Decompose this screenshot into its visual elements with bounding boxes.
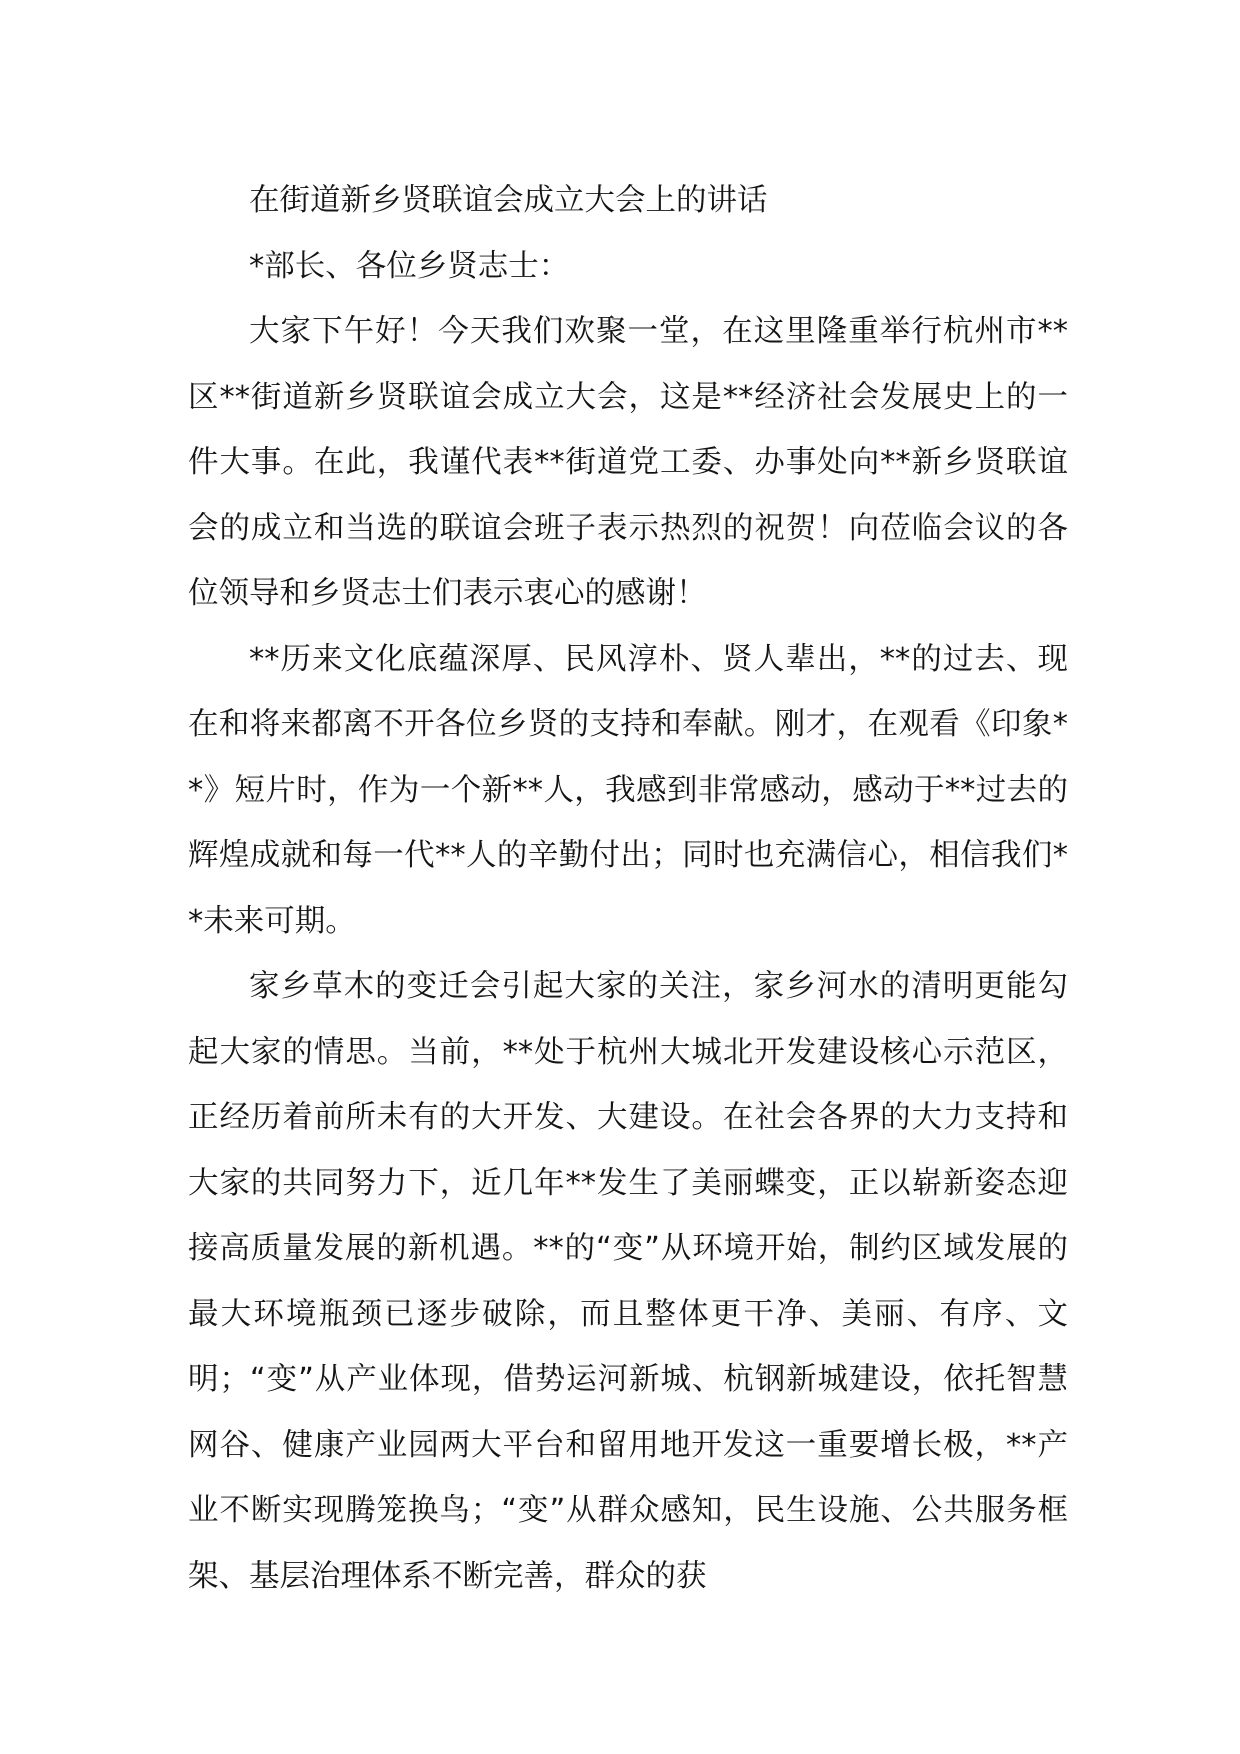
speech-body xyxy=(188,168,1068,1609)
paragraph-1: 大家下午好！今天我们欢聚一堂，在这里隆重举行杭州市**区**街道新乡贤联谊会成立大会，这是**经济社会发展史上的一件大事。在此，我谨代表**街道党工委、办事处向**新乡贤联谊会的成立和当选的联谊会班子表示热烈的祝贺！向莅临会议的各位领导和乡贤志士们表示衷心的感谢！ xyxy=(188,314,1068,611)
paragraph-3: 家乡草木的变迁会引起大家的关注，家乡河水的清明更能勾起大家的情思。当前，**处于杭州大城北开发建设核心示范区，正经历着前所未有的大开发、大建设。在社会各界的大力支持和大家的共同努力下，近几年**发生了美丽蝶变，正以崭新姿态迎接高质量发展的新机遇。**的“变”从环境开始，制约区域发展的最大环境瓶颈已逐步破除，而且整体更干净、美丽、有序、文明；“变”从产业体现，借势运河新城、杭钢新城建设，依托智慧网谷、健康产业园两大平台和留用地开发这一重要增长极，**产业不断实现腾笼换鸟；“变”从群众感知，民生设施、公共服务框架、基层治理体系不断完善，群众的获 xyxy=(188,969,1068,1594)
paragraph-2: **历来文化底蕴深厚、民风淳朴、贤人辈出，**的过去、现在和将来都离不开各位乡贤的支持和奉献。刚才，在观看《印象**》短片时，作为一个新**人，我感到非常感动，感动于**过去的辉煌成就和每一代**人的辛勤付出；同时也充满信心，相信我们**未来可期。 xyxy=(188,641,1068,939)
salutation: *部长、各位乡贤志士： xyxy=(249,248,570,284)
speech-title: 在街道新乡贤联谊会成立大会上的讲话 xyxy=(249,183,768,218)
